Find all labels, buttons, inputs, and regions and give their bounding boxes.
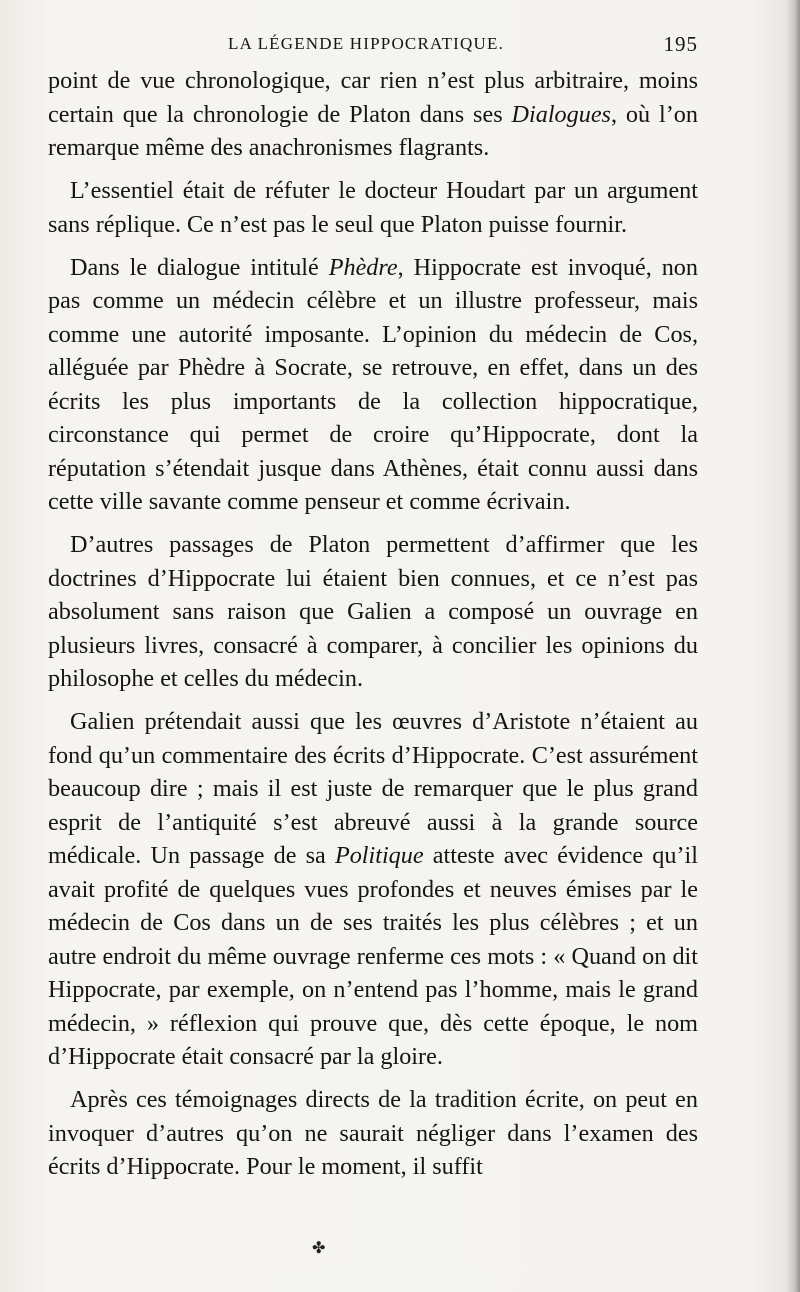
paragraph-6: Après ces témoignages directs de la tradition écrite, on peut en invoquer d’autres qu’on ne saurait négliger dans l’examen des écrits d’Hippocrate. Pour le moment, il suffit <box>48 1086 698 1181</box>
paragraph-2: L’essentiel était de réfuter le docteur Houdart par un argument sans réplique. Ce n’est pas le seul que Platon puisse fournir. <box>48 177 698 238</box>
paragraph-1 <box>48 64 698 165</box>
paragraph-5-text-end: atteste avec évidence qu’il avait profité de quelques vues profondes et neuves émises par le médecin de Cos dans un de ses traités les plus célèbres ; et un autre endroit du même ouvrage renferme ces mots : « Quand on dit Hippocrate, par exemple, on n’entend pas l’homme, mais le grand médecin, » réflexion qui prouve que, dès cette époque, le nom d’Hippocrate était consacré par la gloire. <box>48 842 698 1071</box>
paragraph-1-text: point de vue chronologique, car rien n’est plus arbitraire, moins certain que la chronologie de Platon dans ses <box>48 67 698 128</box>
paragraph-3-text-end: , Hippocrate est invoqué, non pas comme un médecin célèbre et un illustre professeur, mais comme une autorité imposante. L’opinion du médecin de Cos, alléguée par Phèdre à Socrate, se retrouve, en effet, dans un des écrits les plus importants de la collection hippocratique, circonstance qui permet de croire qu’Hippocrate, dont la réputation s’étendait jusque dans Athènes, était connu aussi dans cette ville savante comme penseur et comme écrivain. <box>48 253 698 516</box>
signature-mark: ✤ <box>312 1240 326 1257</box>
paragraph-5-text: Galien prétendait aussi que les œuvres d’Aristote n’étaient au fond qu’un commentaire des écrits d’Hippocrate. C’est assurément beaucoup dire ; mais il est juste de remarquer que le plus grand esprit de l’antiquité s’est abreuvé aussi à la grande source médicale. Un passage de sa <box>48 708 698 870</box>
paragraph-3-text: Dans le dialogue intitulé <box>70 253 329 281</box>
page-number: 195 <box>663 32 698 56</box>
politique-title: Politique <box>334 842 424 870</box>
paragraph-3 <box>48 251 698 519</box>
page-header <box>48 30 698 60</box>
phedre-title: Phèdre <box>328 253 398 281</box>
page-edge-shadow <box>786 0 800 1292</box>
paragraph-4: D’autres passages de Platon permettent d’affirmer que les doctrines d’Hippocrate lui étaient bien connues, et ce n’est pas absolument sans raison que Galien a composé un ouvrage en plusieurs livres, consacré à comparer, à concilier les opinions du philosophe et celles du médecin. <box>48 531 698 693</box>
dialogues-title: Dialogues <box>511 100 611 128</box>
paragraph-1-text-end: , où l’on remarque même des anachronismes flagrants. <box>48 100 698 161</box>
body-text <box>48 64 698 1194</box>
running-title: LA LÉGENDE HIPPOCRATIQUE. <box>228 34 505 53</box>
paragraph-5 <box>48 705 698 1074</box>
